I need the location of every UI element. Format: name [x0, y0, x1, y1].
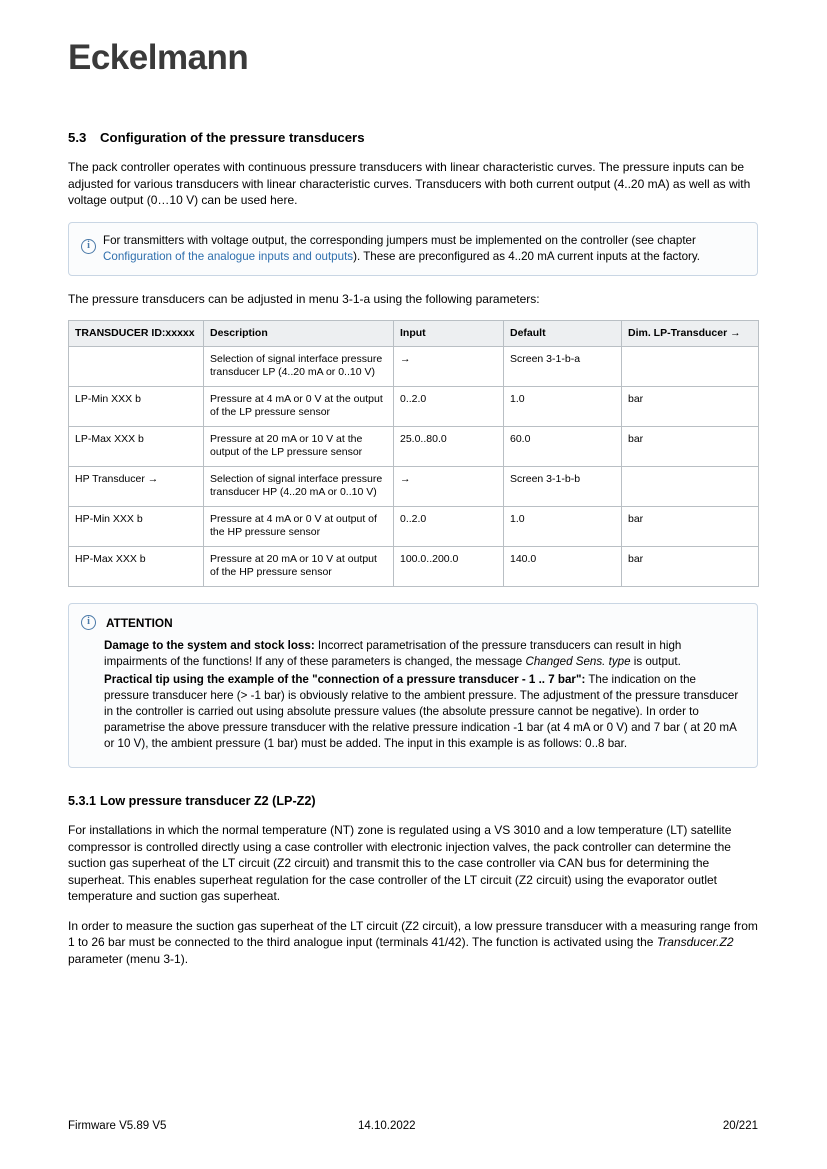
footer-firmware: Firmware V5.89 V5 [68, 1120, 167, 1132]
page-content [68, 130, 758, 980]
cell-default: 1.0 [504, 387, 622, 427]
cell-input: 0..2.0 [394, 387, 504, 427]
section-number: 5.3 [68, 130, 87, 145]
header-description: Description [210, 327, 268, 339]
subsection-paragraph-2 [68, 918, 758, 968]
sub-p2-italic: Transducer.Z2 [656, 935, 734, 949]
table-row [69, 387, 759, 427]
footer-date: 14.10.2022 [358, 1120, 416, 1132]
note-text-before: For transmitters with voltage output, the corresponding jumpers must be implemented on the controller (see chapter [103, 233, 696, 247]
info-icon: i [81, 233, 103, 265]
subsection-heading [68, 794, 758, 808]
cell-dim [622, 347, 759, 387]
parameter-table [68, 320, 759, 587]
cell-description: Selection of signal interface pressure transducer LP (4..20 mA or 0..10 V) [204, 347, 394, 387]
cell-dim: bar [622, 427, 759, 467]
attention-paragraph-1 [104, 638, 743, 670]
table-row [69, 347, 759, 387]
cell-description: Pressure at 4 mA or 0 V at the output of the LP pressure sensor [204, 387, 394, 427]
attention-p1-rest: Incorrect parametrisation of the pressure transducers can result in high impairments of the functions! If any of these parameters is changed, the message [104, 639, 682, 668]
table-header-cell [394, 321, 504, 347]
header-input: Input [400, 327, 426, 339]
cell-dim: bar [622, 547, 759, 587]
section-intro-paragraph: The pack controller operates with continuous pressure transducers with linear characteristic curves. The pressure inputs can be adjusted for various transducers with linear characteristic curves. Transducers with both current output (4..20 mA) as well as with voltage output (0…10 V) can be used here. [68, 160, 751, 207]
subsection-title-text: Low pressure transducer Z2 (LP-Z2) [100, 794, 316, 808]
note-text-after: ). These are preconfigured as 4..20 mA current inputs at the factory. [353, 249, 701, 263]
attention-p2-bold: Practical tip using the example of the "connection of a pressure transducer - 1 .. 7 bar": [104, 673, 586, 686]
cell-id: HP-Max XXX b [69, 547, 204, 587]
attention-p1-italic: Changed Sens. type [525, 655, 631, 668]
cell-dim: bar [622, 387, 759, 427]
section-title-text: Configuration of the pressure transducers [100, 130, 365, 145]
attention-header [81, 615, 743, 630]
cell-id: HP-Min XXX b [69, 507, 204, 547]
cell-dim: bar [622, 507, 759, 547]
cell-dim [622, 467, 759, 507]
table-row [69, 467, 759, 507]
cell-description: Pressure at 4 mA or 0 V at output of the HP pressure sensor [204, 507, 394, 547]
cell-id: HP Transducer → [69, 467, 204, 507]
note-cross-reference-link[interactable]: Configuration of the analogue inputs and outputs [103, 249, 354, 263]
header-dim: Dim. LP-Transducer → [628, 327, 741, 339]
cell-default: 60.0 [504, 427, 622, 467]
cell-description: Selection of signal interface pressure transducer HP (4..20 mA or 0..10 V) [204, 467, 394, 507]
table-row [69, 427, 759, 467]
info-note-text [103, 233, 745, 265]
attention-body [104, 638, 743, 752]
table-row [69, 547, 759, 587]
info-note-box [68, 222, 758, 276]
cell-input: → [394, 347, 504, 387]
table-header-cell [204, 321, 394, 347]
subsection-paragraph-1: For installations in which the normal temperature (NT) zone is regulated using a VS 3010 and a low temperature (LT) satellite compressor is controlled directly using a case controller with electronic injection valves, the pack controller can determine the suction gas superheat of the LT circuit (Z2 circuit) and transmit this to the case controller via CAN bus for determining the superheat. This enables superheat regulation for the case controller of the LT circuit (Z2 circuit) using the evaporator outlet temperature and suction gas superheat. [68, 823, 732, 903]
cell-default: Screen 3-1-b-b [504, 467, 622, 507]
table-header-cell [622, 321, 759, 347]
cell-id: LP-Max XXX b [69, 427, 204, 467]
attention-title: ATTENTION [106, 615, 173, 630]
attention-p1-end: is output. [630, 655, 681, 668]
cell-input: 100.0..200.0 [394, 547, 504, 587]
attention-p1-bold: Damage to the system and stock loss: [104, 639, 315, 652]
table-header-cell [504, 321, 622, 347]
cell-default: 140.0 [504, 547, 622, 587]
sub-p2-before: In order to measure the suction gas superheat of the LT circuit (Z2 circuit), a low pressure transducer with a measuring range from 1 to 26 bar must be connected to the third analogue input (terminals 41/42). The function is activated using the [68, 918, 758, 949]
attention-box [68, 603, 758, 768]
table-header-row [69, 321, 759, 347]
info-icon: i [81, 615, 96, 630]
section-heading [68, 130, 758, 145]
table-intro-paragraph: The pressure transducers can be adjusted in menu 3-1-a using the following parameters: [68, 291, 540, 306]
cell-default: Screen 3-1-b-a [504, 347, 622, 387]
company-logo: Eckelmann [68, 38, 249, 77]
cell-description: Pressure at 20 mA or 10 V at the output of the LP pressure sensor [204, 427, 394, 467]
attention-paragraph-2 [104, 672, 743, 752]
cell-input: 25.0..80.0 [394, 427, 504, 467]
attention-p2-rest: The indication on the pressure transducer here (> -1 bar) is obviously relative to the ambient pressure. The adjustment of the pressure transducer in the controller is carried out using absolute pressure values (the absolute pressure cannot be negative). In order to parametrise the above pressure transducer with the relative pressure indication -1 bar (at 4 mA or 0 V) and 7 bar ( at 20 mA or 10 V), the ambient pressure (1 bar) must be added. The input in this example is as follows: 0..8 bar. [104, 673, 739, 750]
cell-default: 1.0 [504, 507, 622, 547]
cell-input: 0..2.0 [394, 507, 504, 547]
table-row [69, 507, 759, 547]
sub-p2-after: parameter (menu 3-1). [68, 951, 189, 966]
header-transducer-id: TRANSDUCER ID:xxxxx [75, 327, 195, 339]
cell-id: LP-Min XXX b [69, 387, 204, 427]
footer-page-number: 20/221 [722, 1120, 758, 1132]
cell-input: → [394, 467, 504, 507]
page-footer [68, 1120, 758, 1132]
subsection-number: 5.3.1 [68, 794, 97, 808]
cell-description: Pressure at 20 mA or 10 V at output of the HP pressure sensor [204, 547, 394, 587]
header-default: Default [510, 327, 546, 339]
table-header-cell [69, 321, 204, 347]
cell-id [69, 347, 204, 387]
